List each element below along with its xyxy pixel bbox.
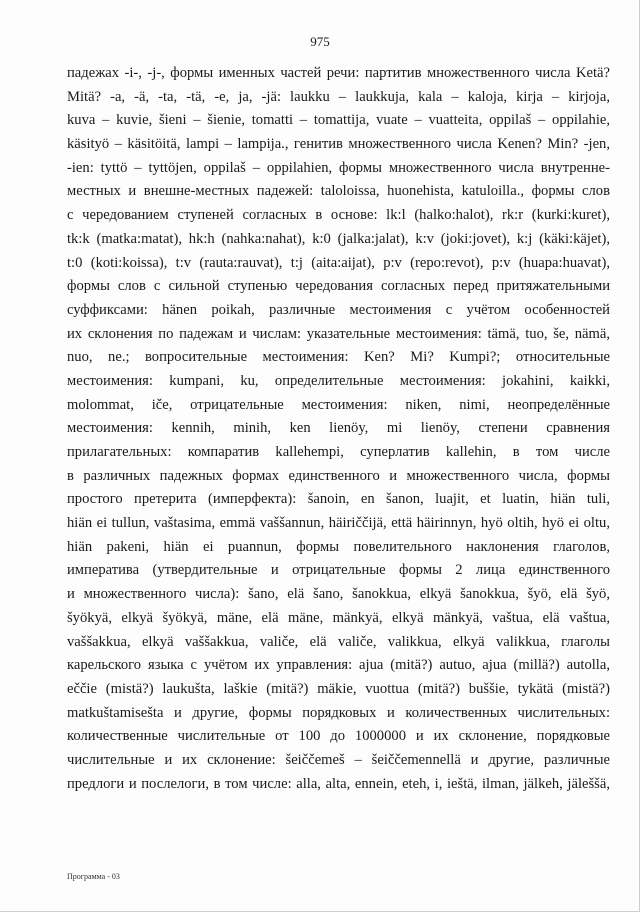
text-line: местных и внешне-местных падежей: taloloissa, huonehista, katuloilla., формы слов (67, 183, 610, 200)
text-line: šyökyä, elkyä šyökyä, mäne, elä mäne, mänkyä, elkyä mänkyä, vaštua, elä vaštua, (67, 609, 610, 626)
text-line: суффиксами: hänen poikah, различные местоимения с учётом особенностей (67, 301, 610, 318)
text-line: количественные числительные от 100 до 1000000 и их склонение, порядковые (67, 728, 610, 745)
text-line: падежах -i-, -j-, формы именных частей речи: партитив множественного числа Ketä? (67, 65, 610, 81)
text-line: в различных падежных формах единственного и множественного числа, формы (67, 467, 610, 484)
text-line: kuva – kuvie, šieni – šienie, tomatti – tomattija, vuate – vuatteita, oppilaš – oppilahie, (67, 112, 610, 129)
page-footer: Программа - 03 (67, 872, 120, 881)
text-line: hiän ei tullun, vaštasima, emmä vaššannun, häiriččijä, että häirinnyn, hyö oltih, hyö ei oltu, (67, 515, 610, 532)
text-line: matkuštamisešta и другие, формы порядковых и количественных числительных: (67, 704, 610, 721)
text-line: molommat, iče, отрицательные местоимения: niken, nimi, неопределённые (67, 396, 610, 413)
text-line: käsityö – käsitöitä, lampi – lampija., генитив множественного числа Kenen? Min? -jen, (67, 136, 610, 153)
text-line: Mitä? -a, -ä, -ta, -tä, -e, ja, -jä: laukku – laukkuja, kala – kaloja, kirja – kirjoja, (67, 88, 610, 105)
text-line: t:0 (koti:koissa), t:v (rauta:rauvat), t:j (aita:aijat), p:v (repo:revot), p:v (huapa:huavat), (67, 254, 610, 271)
text-line: предлоги и послелоги, в том числе: alla, alta, ennein, eteh, i, ieštä, ilman, jälkeh, jäleššä, (67, 775, 610, 792)
text-line: eččie (mistä?) laukušta, laškie (mitä?) mäkie, vuottua (mitä?) buššie, tykätä (mistä?) (67, 680, 610, 697)
text-line: -ien: tyttö – tyttöjen, oppilaš – oppilahien, формы множественного числа внутренне- (67, 159, 610, 176)
text-line: с чередованием ступеней согласных в основе: lk:l (halko:halot), rk:r (kurki:kuret), (67, 207, 610, 224)
text-line: местоимения: kumpani, ku, определительные местоимения: jokahini, kaikki, (67, 372, 610, 389)
body-text (67, 62, 610, 796)
text-line: карельского языка с учётом их управления: ajua (mitä?) autuo, ajua (millä?) autolla, (67, 657, 610, 674)
text-line: nuo, ne.; вопросительные местоимения: Ken? Mi? Kumpi?; относительные (67, 349, 610, 366)
text-line: императива (утвердительные и отрицательные формы 2 лица единственного (67, 562, 610, 579)
text-line: формы слов с сильной ступенью чередования согласных перед притяжательными (67, 278, 610, 295)
text-line: местоимения: kennih, minih, ken lienöy, mi lienöy, степени сравнения (67, 420, 610, 437)
text-line: hiän pakeni, hiän ei puannun, формы повелительного наклонения глаголов, (67, 538, 610, 555)
text-line: простого претерита (имперфекта): šanoin, en šanon, luajit, et luatin, hiän tuli, (67, 491, 610, 508)
text-line: vaššakkua, elkyä vaššakkua, valiče, elä valiče, valikkua, elkyä valikkua, глаголы (67, 633, 610, 650)
text-line: числительные и их склонение: šeiččemeš – šeiččemennellä и другие, различные (67, 751, 610, 768)
text-line: tk:k (matka:matat), hk:h (nahka:nahat), k:0 (jalka:jalat), k:v (joki:jovet), k:j (käki:käjet), (67, 230, 610, 247)
text-line: прилагательных: компаратив kallehempi, суперлатив kallehin, в том числе (67, 444, 610, 460)
text-line: и множественного числа): šano, elä šano, šanokkua, elkyä šanokkua, šyö, elä šyö, (67, 586, 610, 603)
text-line: их склонения по падежам и числам: указательные местоимения: tämä, tuo, še, nämä, (67, 325, 610, 342)
page-number: 975 (310, 34, 330, 49)
